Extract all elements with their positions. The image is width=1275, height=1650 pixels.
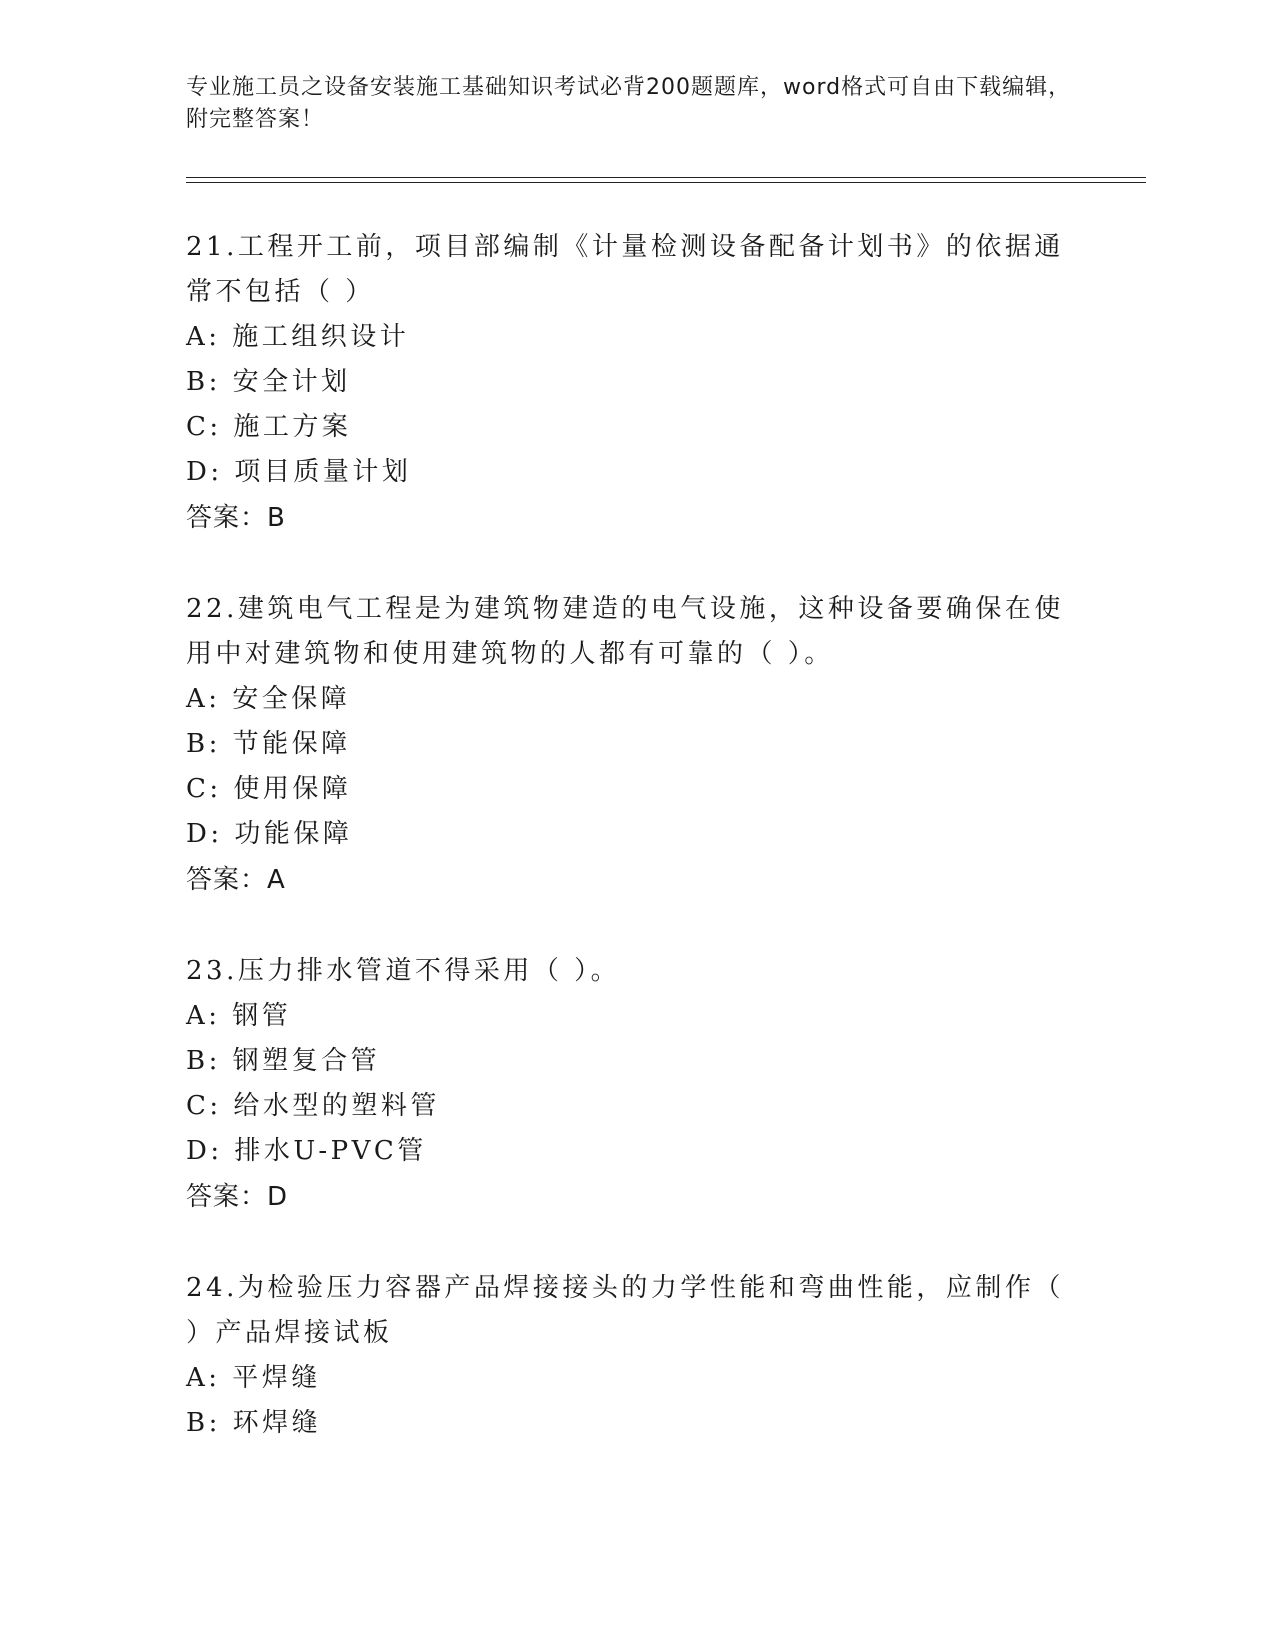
- answer: 答案：A: [186, 865, 286, 895]
- question-stem: 21.工程开工前，项目部编制《计量检测设备配备计划书》的依据通常不包括（ ）: [186, 232, 1064, 307]
- option-a: A: 平焊缝: [186, 1363, 321, 1393]
- option-a: A: 施工组织设计: [186, 322, 410, 352]
- option-b: B: 安全计划: [186, 367, 351, 397]
- option-c: C: 施工方案: [186, 412, 352, 442]
- question-stem: 23.压力排水管道不得采用（ ）。: [186, 956, 621, 986]
- option-a: A: 安全保障: [186, 684, 351, 714]
- option-b: B: 节能保障: [186, 729, 351, 759]
- option-b: B: 环焊缝: [186, 1408, 322, 1438]
- option-b: B: 钢塑复合管: [186, 1046, 381, 1076]
- option-a: A: 钢管: [186, 1001, 292, 1031]
- question-stem: 22.建筑电气工程是为建筑物建造的电气设施，这种设备要确保在使用中对建筑物和使用建筑物的人都有可靠的（ ）。: [186, 594, 1064, 669]
- answer: 答案：D: [186, 1182, 289, 1212]
- question-21: [186, 225, 1086, 541]
- question-24: [186, 1266, 1086, 1446]
- question-list: [186, 225, 1086, 1492]
- header-divider-top: [186, 177, 1146, 178]
- option-d: D: 功能保障: [186, 819, 353, 849]
- document-header: 专业施工员之设备安装施工基础知识考试必背200题题库，word格式可自由下载编辑，附完整答案！: [186, 75, 1072, 132]
- question-stem: 24.为检验压力容器产品焊接接头的力学性能和弯曲性能，应制作（ ）产品焊接试板: [186, 1273, 1064, 1348]
- answer: 答案：B: [186, 503, 286, 533]
- option-c: C: 使用保障: [186, 774, 352, 804]
- option-c: C: 给水型的塑料管: [186, 1091, 440, 1121]
- question-22: [186, 587, 1086, 903]
- option-d: D: 项目质量计划: [186, 457, 412, 487]
- question-23: [186, 949, 1086, 1220]
- option-d: D: 排水U-PVC管: [186, 1136, 427, 1166]
- header-divider-bottom: [186, 182, 1146, 183]
